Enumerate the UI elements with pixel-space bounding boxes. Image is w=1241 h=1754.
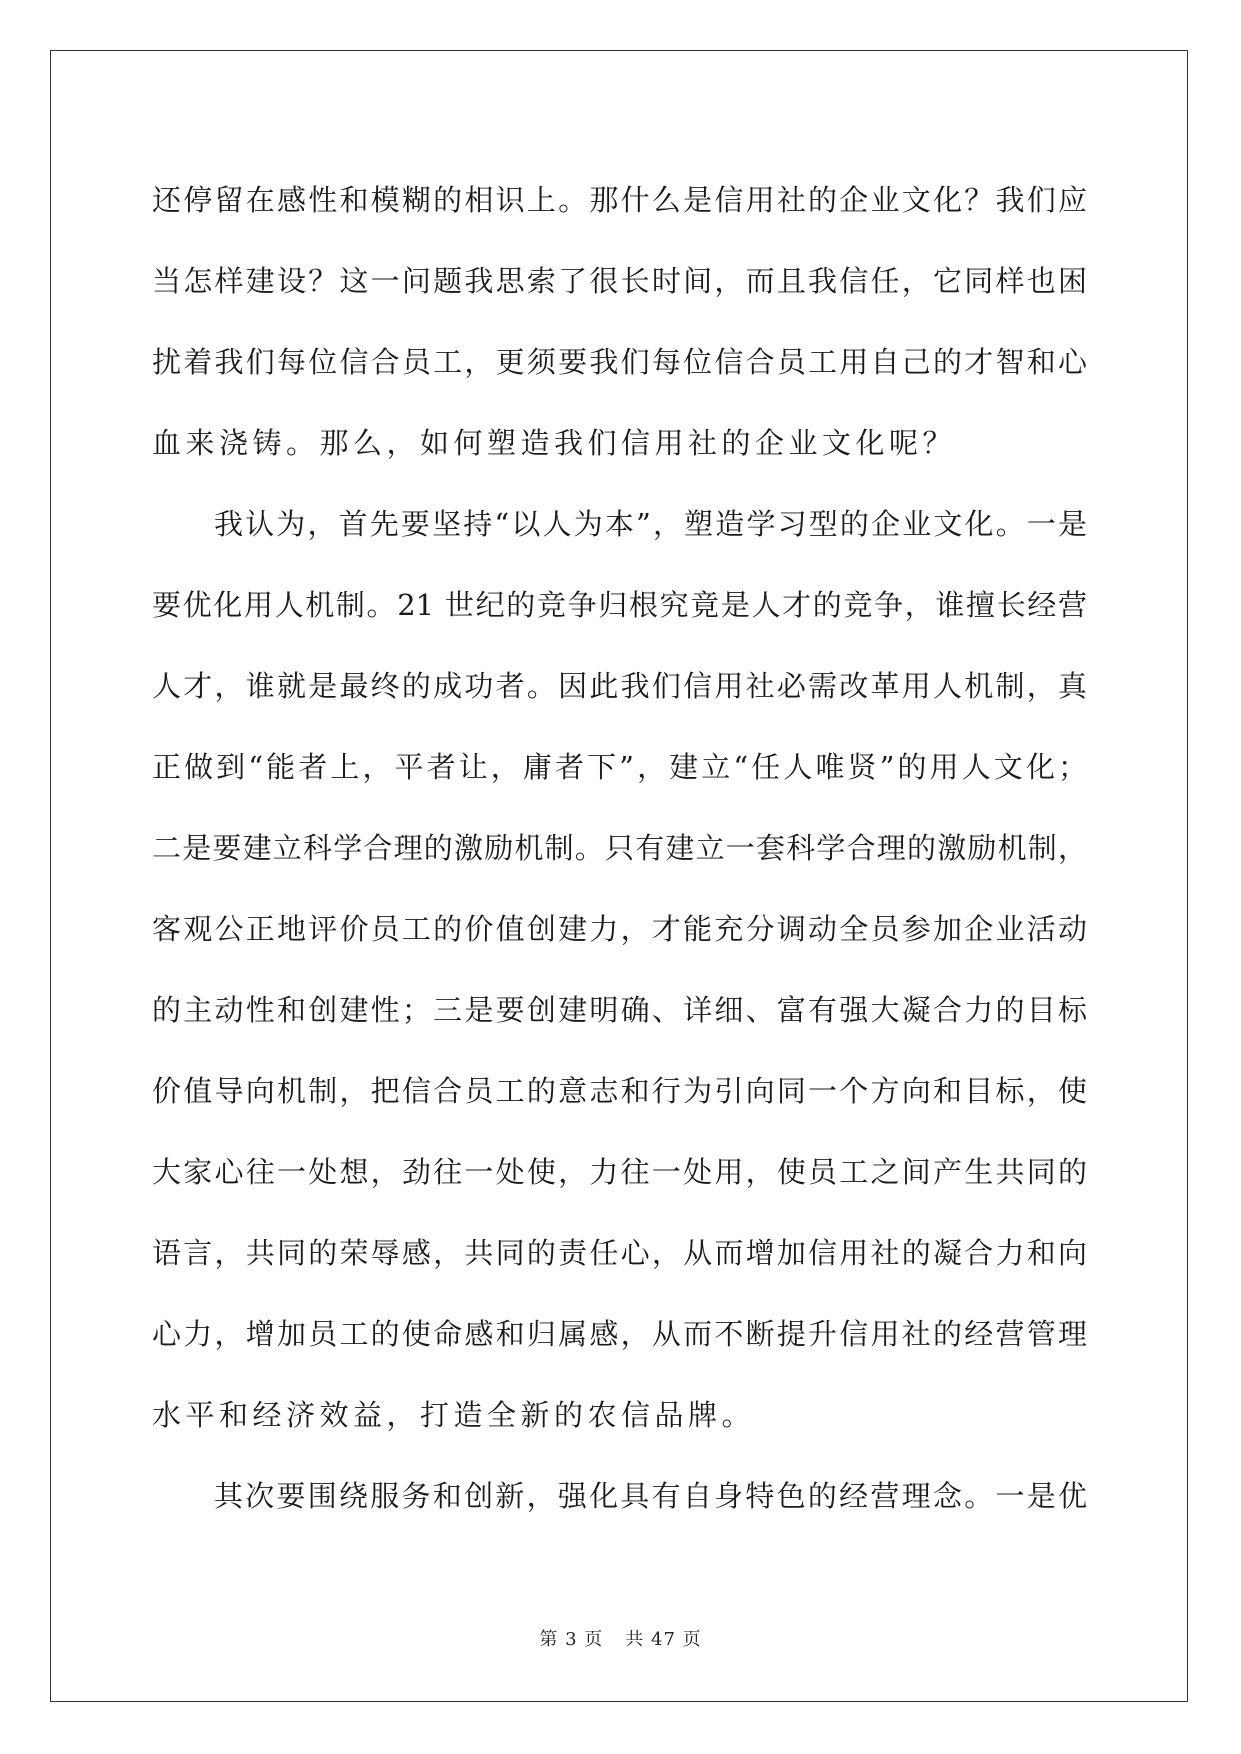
text-line: 扰着我们每位信合员工，更须要我们每位信合员工用自己的才智和心 [152, 345, 1087, 379]
paragraph-start-line: 其次要围绕服务和创新，强化具有自身特色的经营理念。一是优 [214, 1479, 1087, 1513]
text-line: 语言，共同的荣辱感，共同的责任心，从而增加信用社的凝合力和向 [152, 1236, 1087, 1270]
text-line: 要优化用人机制。21 世纪的竞争归根究竟是人才的竞争，谁擅长经营 [152, 588, 1087, 622]
text-line: 血来浇铸。那么，如何塑造我们信用社的企业文化呢？ [152, 426, 957, 460]
page-total: 共 47 页 [625, 1629, 702, 1650]
text-line: 水平和经济效益，打造全新的农信品牌。 [152, 1398, 756, 1432]
text-line: 当怎样建设？这一问题我思索了很长时间，而且我信任，它同样也困 [152, 264, 1087, 298]
text-line: 的主动性和创建性；三是要创建明确、详细、富有强大凝合力的目标 [152, 993, 1087, 1027]
text-line: 二是要建立科学合理的激励机制。只有建立一套科学合理的激励机制， [152, 831, 1087, 865]
text-line: 大家心往一处想，劲往一处使，力往一处用，使员工之间产生共同的 [152, 1155, 1087, 1189]
text-line: 价值导向机制，把信合员工的意志和行为引向同一个方向和目标，使 [152, 1074, 1087, 1108]
text-line: 人才，谁就是最终的成功者。因此我们信用社必需改革用人机制，真 [152, 669, 1087, 703]
text-line: 客观公正地评价员工的价值创建力，才能充分调动全员参加企业活动 [152, 912, 1087, 946]
paragraph-start-line: 我认为，首先要坚持“以人为本”，塑造学习型的企业文化。一是 [214, 507, 1087, 541]
page-footer [0, 1625, 1241, 1651]
document-body [152, 160, 1087, 1537]
text-line: 还停留在感性和模糊的相识上。那什么是信用社的企业文化？我们应 [152, 183, 1087, 217]
text-line: 心力，增加员工的使命感和归属感，从而不断提升信用社的经营管理 [152, 1317, 1087, 1351]
text-line: 正做到“能者上，平者让，庸者下”，建立“任人唯贤”的用人文化； [152, 750, 1087, 784]
page-number: 第 3 页 [539, 1629, 604, 1650]
